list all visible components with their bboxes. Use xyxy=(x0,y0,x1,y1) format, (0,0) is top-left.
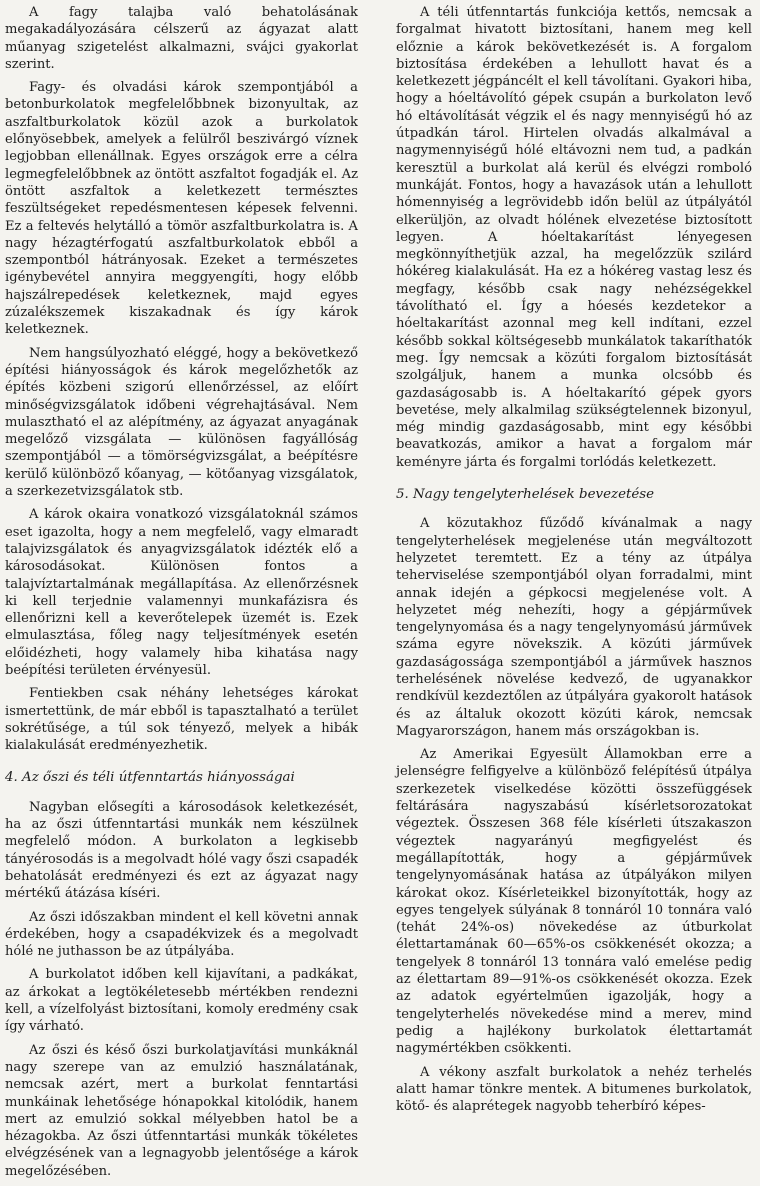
section-heading-5: 5. Nagy tengelyterhelések bevezetése xyxy=(396,487,655,503)
paragraph: Az őszi időszakban mindent el kell követni annak érdekében, hogy a csapadékvizek és a megolvadt hólé ne juthasson be az útpályába. xyxy=(5,909,358,960)
paragraph: Nem hangsúlyozható eléggé, hogy a bekövetkező építési hiányosságok és károk megelőzhetők az építés közbeni szigorú ellenőrzéssel, az előírt minőségvizsgálatok időbeni végrehajtásával. Nem mulasztható el az alépítmény, az ágyazat anyagának megelőző vizsgálata — különösen fagyállóság szempontjából — a tömörségvizsgálat, a beépítésre kerülő különböző kőanyag, — kötőanyag vizsgálatok, a szerkezetvizsgálatok stb. xyxy=(5,345,358,500)
paragraph: A vékony aszfalt burkolatok a nehéz terhelés alatt hamar tönkre mentek. A bitumenes burkolatok, kötő- és alaprétegek nagyobb teherbíró képes- xyxy=(396,1064,752,1115)
paragraph: A fagy talajba való behatolásának megakadályozására célszerű az ágyazat alatt műanyag szigetelést alkalmazni, svájci gyakorlat szerint. xyxy=(5,5,358,72)
paragraph: Az Amerikai Egyesült Államokban erre a jelenségre felfigyelve a különböző felépítésű útpálya szerkezetek viselkedése közötti összefüggések feltárására nagyszabású kísérletsorozatokat végeztek. Összesen 368 féle kísérleti útszakaszon végeztek nagyarányú megfigyelést és megállapították, hogy a gépjárművek tengelynyomásának hatása az útpályákon milyen károkat okoz. Kísérleteikkel bizonyították, hogy az egyes tengelyek súlyának 8 tonnáról 10 tonnára való (tehát 24%-os) növekedése az útburkolat élettartamának 60—65%-os csökkenését okozza; a tengelyek 8 tonnáról 13 tonnára való emelése pedig az élettartam 89—91%-os csökkenését okozza. Ezek az adatok egyértelműen igazolják, hogy a tengelyterhelés növekedése mind a merev, mind pedig a hajlékony burkolatok élettartamát nagymértékben csökkenti. xyxy=(396,747,752,1057)
paragraph: A téli útfenntartás funkciója kettős, nemcsak a forgalmat hivatott biztosítani, hanem meg kell előznie a károk bekövetkezését is. A forgalom biztosítása érdekében a lehullott havat és a keletkezett jégpáncélt el kell távolítani. Gyakori hiba, hogy a hóeltávolító gépek csupán a burkolaton levő hó eltávolítását végzik el és nagy mennyiségű hó az útpadkán tárol. Hirtelen olvadás alkalmával a nagymennyiségű hólé eltávozni nem tud, a padkán keresztül a burkolat alá kerül és elvégzi romboló munkáját. Fontos, hogy a havazások után a lehullott hómennyiség a legrövidebb időn belül az útpályától elkerüljön, az olvadt hólének elvezetése biztosított legyen. A hóeltakarítást lényegesen megkönnyíthetjük azzal, ha megelőzzük szilárd hókéreg kialakulását. Ha ez a hókéreg vastag lesz és megfagy, később csak nagy nehézségekkel távolítható el. Így a hóesés kezdetekor a hóeltakarítást azonnal meg kell indítani, ezzel később sokkal költségesebb munkálatok takaríthatók meg. Így nemcsak a közúti forgalom biztosítását szolgáljuk, hanem a munka olcsóbb és gazdaságosabb is. A hóeltakarító gépek gyors bevetése, mely alkalmilag szükségtelennek bizonyul, még mindig gazdaságosabb, mint egy későbbi beavatkozás, amikor a havat a forgalom már keményre járta és forgalmi torlódás keletkezett. xyxy=(396,5,752,470)
paragraph: A burkolatot időben kell kijavítani, a padkákat, az árkokat a legtökéletesebb mértékben rendezni kell, a vízelfolyást biztosítani, komoly eredmény csak így várható. xyxy=(5,967,358,1035)
paragraph: A közutakhoz fűződő kívánalmak a nagy tengelyterhelések megjelenése után megváltozott helyzetet teremtett. Ez a tény az útpálya teherviselése szempontjából olyan forradalmi, mint annak idején a gépkocsi megjelenése volt. A helyzetet még nehezíti, hogy a gépjárművek tengelynyomása és a nagy tengelynyomású járművek száma egyre növekszik. A közúti járművek gazdaságossága szempontjából a járművek hasznos terhelésének növelése kedvező, de ugyanakkor rendkívül kezdeztőlen az útpályára gyakorolt hatások és az általuk okozott közúti károk, nemcsak Magyarországon, hanem más országokban is. xyxy=(396,516,752,739)
paragraph: Fagy- és olvadási károk szempontjából a betonburkolatok megfelelőbbnek bizonyultak, az aszfaltburkolatok közül azok a burkolatok előnyösebbek, amelyek a felülről beszivárgó víznek legjobban ellenállnak. Egyes országok erre a célra legmegfelelőbbnek az öntött aszfaltot fogadják el. Az öntött aszfaltok a keletkezett természtes feszültségeket repedésmentesen képesek felvenni. Ez a feltevés helytálló a tömör aszfaltburkolatra is. A nagy hézagtérfogatú aszfaltburkolatok ebből a szempontból hátrányosak. Ezeket a természetes igénybevétel annyira meggyengíti, hogy előbb hajszálrepedések keletkeznek, majd egyes zúzalékszemek kiszakadnak és így károk keletkeznek. xyxy=(5,80,358,338)
paragraph: A károk okaira vonatkozó vizsgálatoknál számos eset igazolta, hogy a nem megfelelő, vagy elmaradt talajvizsgálatok és anyagvizsgálatok idézték elő a károsodásokat. Különösen fontos a talajvíztartalmának megállapítása. Az ellenőrzésnek ki kell terjednie valamennyi munkafázisra és ellenőrizni kell a keverőtelepek üzemét is. Ezek elmulasztása, főleg nagy teljesítmények esetén előidézheti, hogy valamely hiba kihatása nagy beépítési területen érvényesül. xyxy=(5,507,358,678)
right-column xyxy=(396,4,752,1121)
section-heading-4: 4. Az őszi és téli útfenntartás hiányosságai xyxy=(5,770,295,786)
left-column xyxy=(5,4,358,1186)
paragraph: Nagyban elősegíti a károsodások keletkezését, ha az őszi útfenntartási munkák nem készülnek megfelelő módon. A burkolaton a legkisebb tányérosodás is a megolvadt hólé vagy őszi csapadék behatolását eredményezi és ezt az ágyazat nagy mértékű átázása kíséri. xyxy=(5,799,358,902)
paragraph: Az őszi és késő őszi burkolatjavítási munkáknál nagy szerepe van az emulzió használatának, nemcsak azért, mert a burkolat fenntartási munkáinak lehetősége hónapokkal kitolódik, hanem mert az emulzió sokkal mélyebben hatol be a hézagokba. Az őszi útfenntartási munkák tökéletes elvégzésének van a legnagyobb jelentősége a károk megelőzésében. xyxy=(5,1042,358,1179)
paragraph: Fentiekben csak néhány lehetséges károkat ismertettünk, de már ebből is tapasztalható a terület sokrétűsége, a túl sok tényező, melyek a hibák kialakulását eredményezhetik. xyxy=(5,686,358,754)
